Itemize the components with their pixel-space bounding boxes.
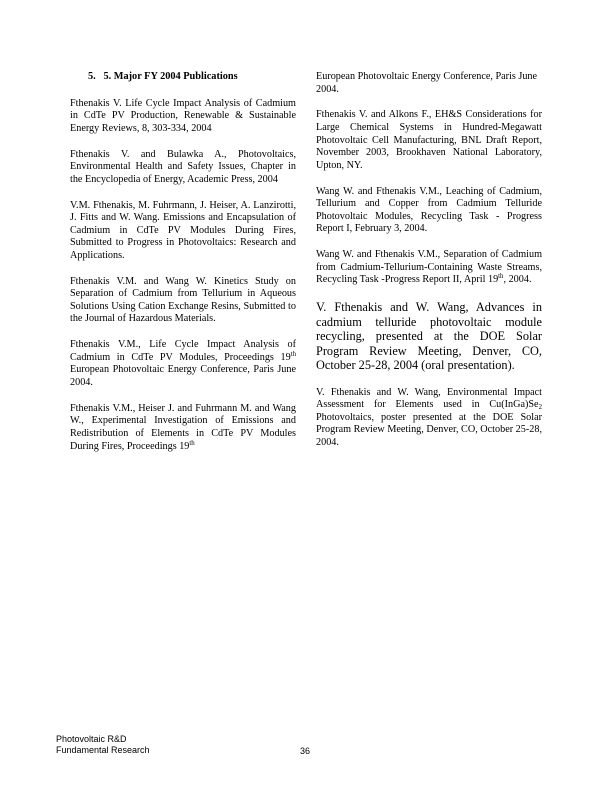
subscript: 2	[538, 404, 542, 412]
entry-text: Fthenakis V.M., Heiser J. and Fuhrmann M. and Wang W., Experimental Investigation of Emissions and Redistribution of Elements in CdTe PV Modules During Fires, Proceedings 19	[70, 402, 296, 452]
entry-text: V. Fthenakis and W. Wang, Environmental Impact Assessment for Elements used in Cu(InGa)Se	[316, 386, 542, 411]
page-number: 36	[300, 745, 311, 756]
publication-entry: Wang W. and Fthenakis V.M., Leaching of Cadmium, Tellurium and Copper from Cadmium Telluride Photovoltaic Modules, Recycling Task - Progress Report I, February 3, 2004.	[316, 185, 542, 235]
superscript: th	[189, 439, 195, 447]
page-footer	[56, 734, 150, 756]
publication-entry: Fthenakis V.M. and Wang W. Kinetics Study on Separation of Cadmium from Tellurium in Aqueous Solutions Using Cation Exchange Resins, Submitted to the Journal of Hazardous Materials.	[70, 275, 296, 325]
publication-entry	[316, 387, 542, 450]
entry-text: Wang W. and Fthenakis V.M., Separation of Cadmium from Cadmium-Tellurium-Containing Waste Streams, Recycling Task -Progress Report II, April 19	[316, 249, 542, 286]
superscript: th	[498, 273, 504, 281]
footer-line-2: Fundamental Research	[56, 745, 150, 756]
entry-text: , 2004.	[503, 274, 532, 286]
publication-entry: V. Fthenakis and W. Wang, Advances in cadmium telluride photovoltaic module recycling, presented at the DOE Solar Program Review Meeting, Denver, CO, October 25-28, 2004 (oral presentation).	[316, 300, 542, 373]
publication-entry: Fthenakis V. Life Cycle Impact Analysis of Cadmium in CdTe PV Production, Renewable & Sustainable Energy Reviews, 8, 303-334, 2004	[70, 97, 296, 134]
publication-entry	[316, 249, 542, 287]
publication-entry-continuation: European Photovoltaic Energy Conference, Paris June 2004.	[316, 71, 538, 95]
right-column	[316, 71, 542, 463]
publication-entry: Fthenakis V. and Bulawka A., Photovoltaics, Environmental Health and Safety Issues, Chapter in the Encyclopedia of Energy, Academic Press, 2004	[70, 148, 296, 185]
entry-text: European Photovoltaic Energy Conference, Paris June 2004.	[70, 364, 296, 389]
publication-entry	[70, 403, 296, 453]
footer-line-1: Photovoltaic R&D	[56, 734, 127, 744]
section-number: 5.	[88, 71, 96, 82]
section-title: 5. Major FY 2004 Publications	[103, 71, 238, 82]
superscript: th	[290, 350, 296, 358]
entry-text: Photovoltaics, poster presented at the DOE Solar Program Review Meeting, Denver, CO, October 25-28, 2004.	[316, 411, 542, 448]
entry-text: Fthenakis V.M., Life Cycle Impact Analysis of Cadmium in CdTe PV Modules, Proceedings 19	[70, 339, 296, 363]
publication-entry: V.M. Fthenakis, M. Fuhrmann, J. Heiser, A. Lanzirotti, J. Fitts and W. Wang. Emissions and Encapsulation of Cadmium in CdTe PV Modules During Fires, Submitted to Progress in Photovoltaics: Research and Applications.	[70, 199, 296, 261]
section-heading	[88, 71, 296, 84]
publication-entry	[70, 339, 296, 389]
publication-entry: Fthenakis V. and Alkons F., EH&S Considerations for Large Chemical Systems in Hundred-Megawatt Photovoltaic Cell Manufacturing, BNL Draft Report, November 2003, Brookhaven National Laboratory, Upton, NY.	[316, 109, 542, 171]
left-column	[70, 71, 296, 466]
